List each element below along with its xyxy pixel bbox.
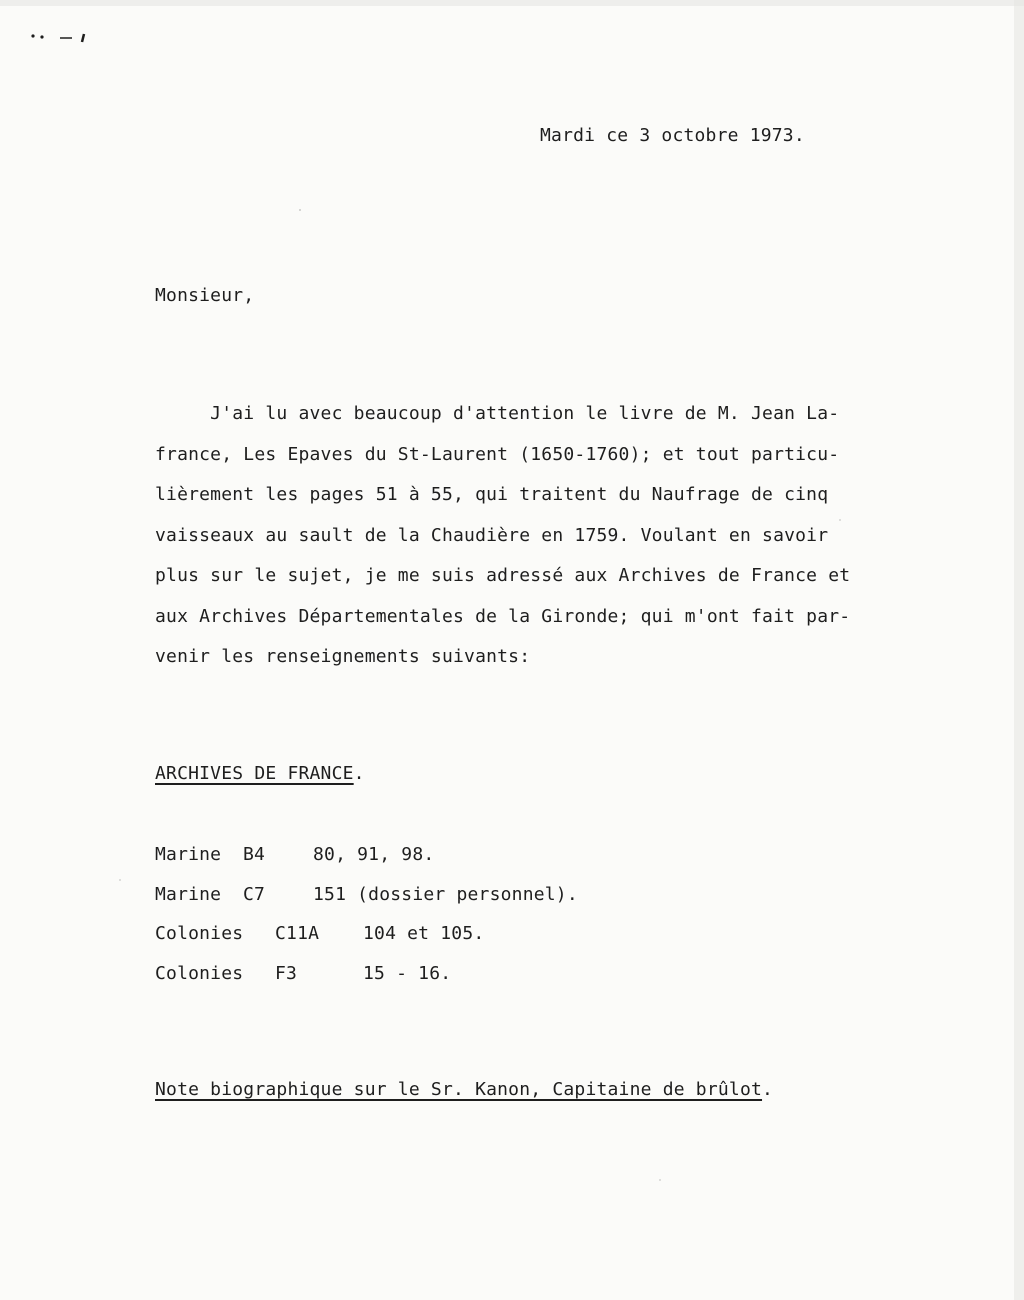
reference-series: Marine [155,883,222,905]
body-line-4: vaisseaux au sault de la Chaudière en 1759. Voulant en savoir [155,524,829,546]
reference-detail: 80, 91, 98. [313,844,435,865]
biographical-note-suffix: . [762,1079,774,1100]
reference-detail: 15 - 16. [363,962,452,984]
reference-code: C7 [243,883,266,905]
section-heading-suffix: . [353,763,365,784]
body-line-3: lièrement les pages 51 à 55, qui traitent du Naufrage de cinq [155,484,829,505]
section-heading-text: ARCHIVES DE FRANCE [155,763,354,784]
biographical-note-text: Note biographique sur le Sr. Kanon, Capitaine de brûlot [155,1079,763,1100]
body-line-6: aux Archives Départementales de la Gironde; qui m'ont fait par- [155,605,851,627]
reference-series: Colonies [155,923,244,944]
salutation: Monsieur, [155,285,255,306]
reference-code: C11A [275,923,320,944]
letter-date: Mardi ce 3 octobre 1973. [540,125,805,146]
archive-references [155,843,578,1001]
reference-code: B4 [243,844,266,865]
body-line-5: plus sur le sujet, je me suis adressé aux Archives de France et [155,565,851,586]
body-paragraph [155,400,935,684]
reference-row [155,843,578,883]
reference-row [155,922,578,962]
reference-series: Colonies [155,962,244,984]
body-line-1: J'ai lu avec beaucoup d'attention le livre de M. Jean La- [155,403,840,424]
scan-mark-icon [30,30,90,44]
reference-series: Marine [155,844,222,865]
body-line-7: venir les renseignements suivants: [155,646,531,667]
reference-code: F3 [275,962,298,984]
reference-detail: 151 (dossier personnel). [313,883,578,905]
reference-row [155,883,578,923]
biographical-note [155,1079,773,1100]
body-line-2: france, Les Epaves du St-Laurent (1650-1760); et tout particu- [155,443,840,465]
reference-row [155,962,578,1002]
section-heading [155,763,365,784]
reference-detail: 104 et 105. [363,923,485,944]
